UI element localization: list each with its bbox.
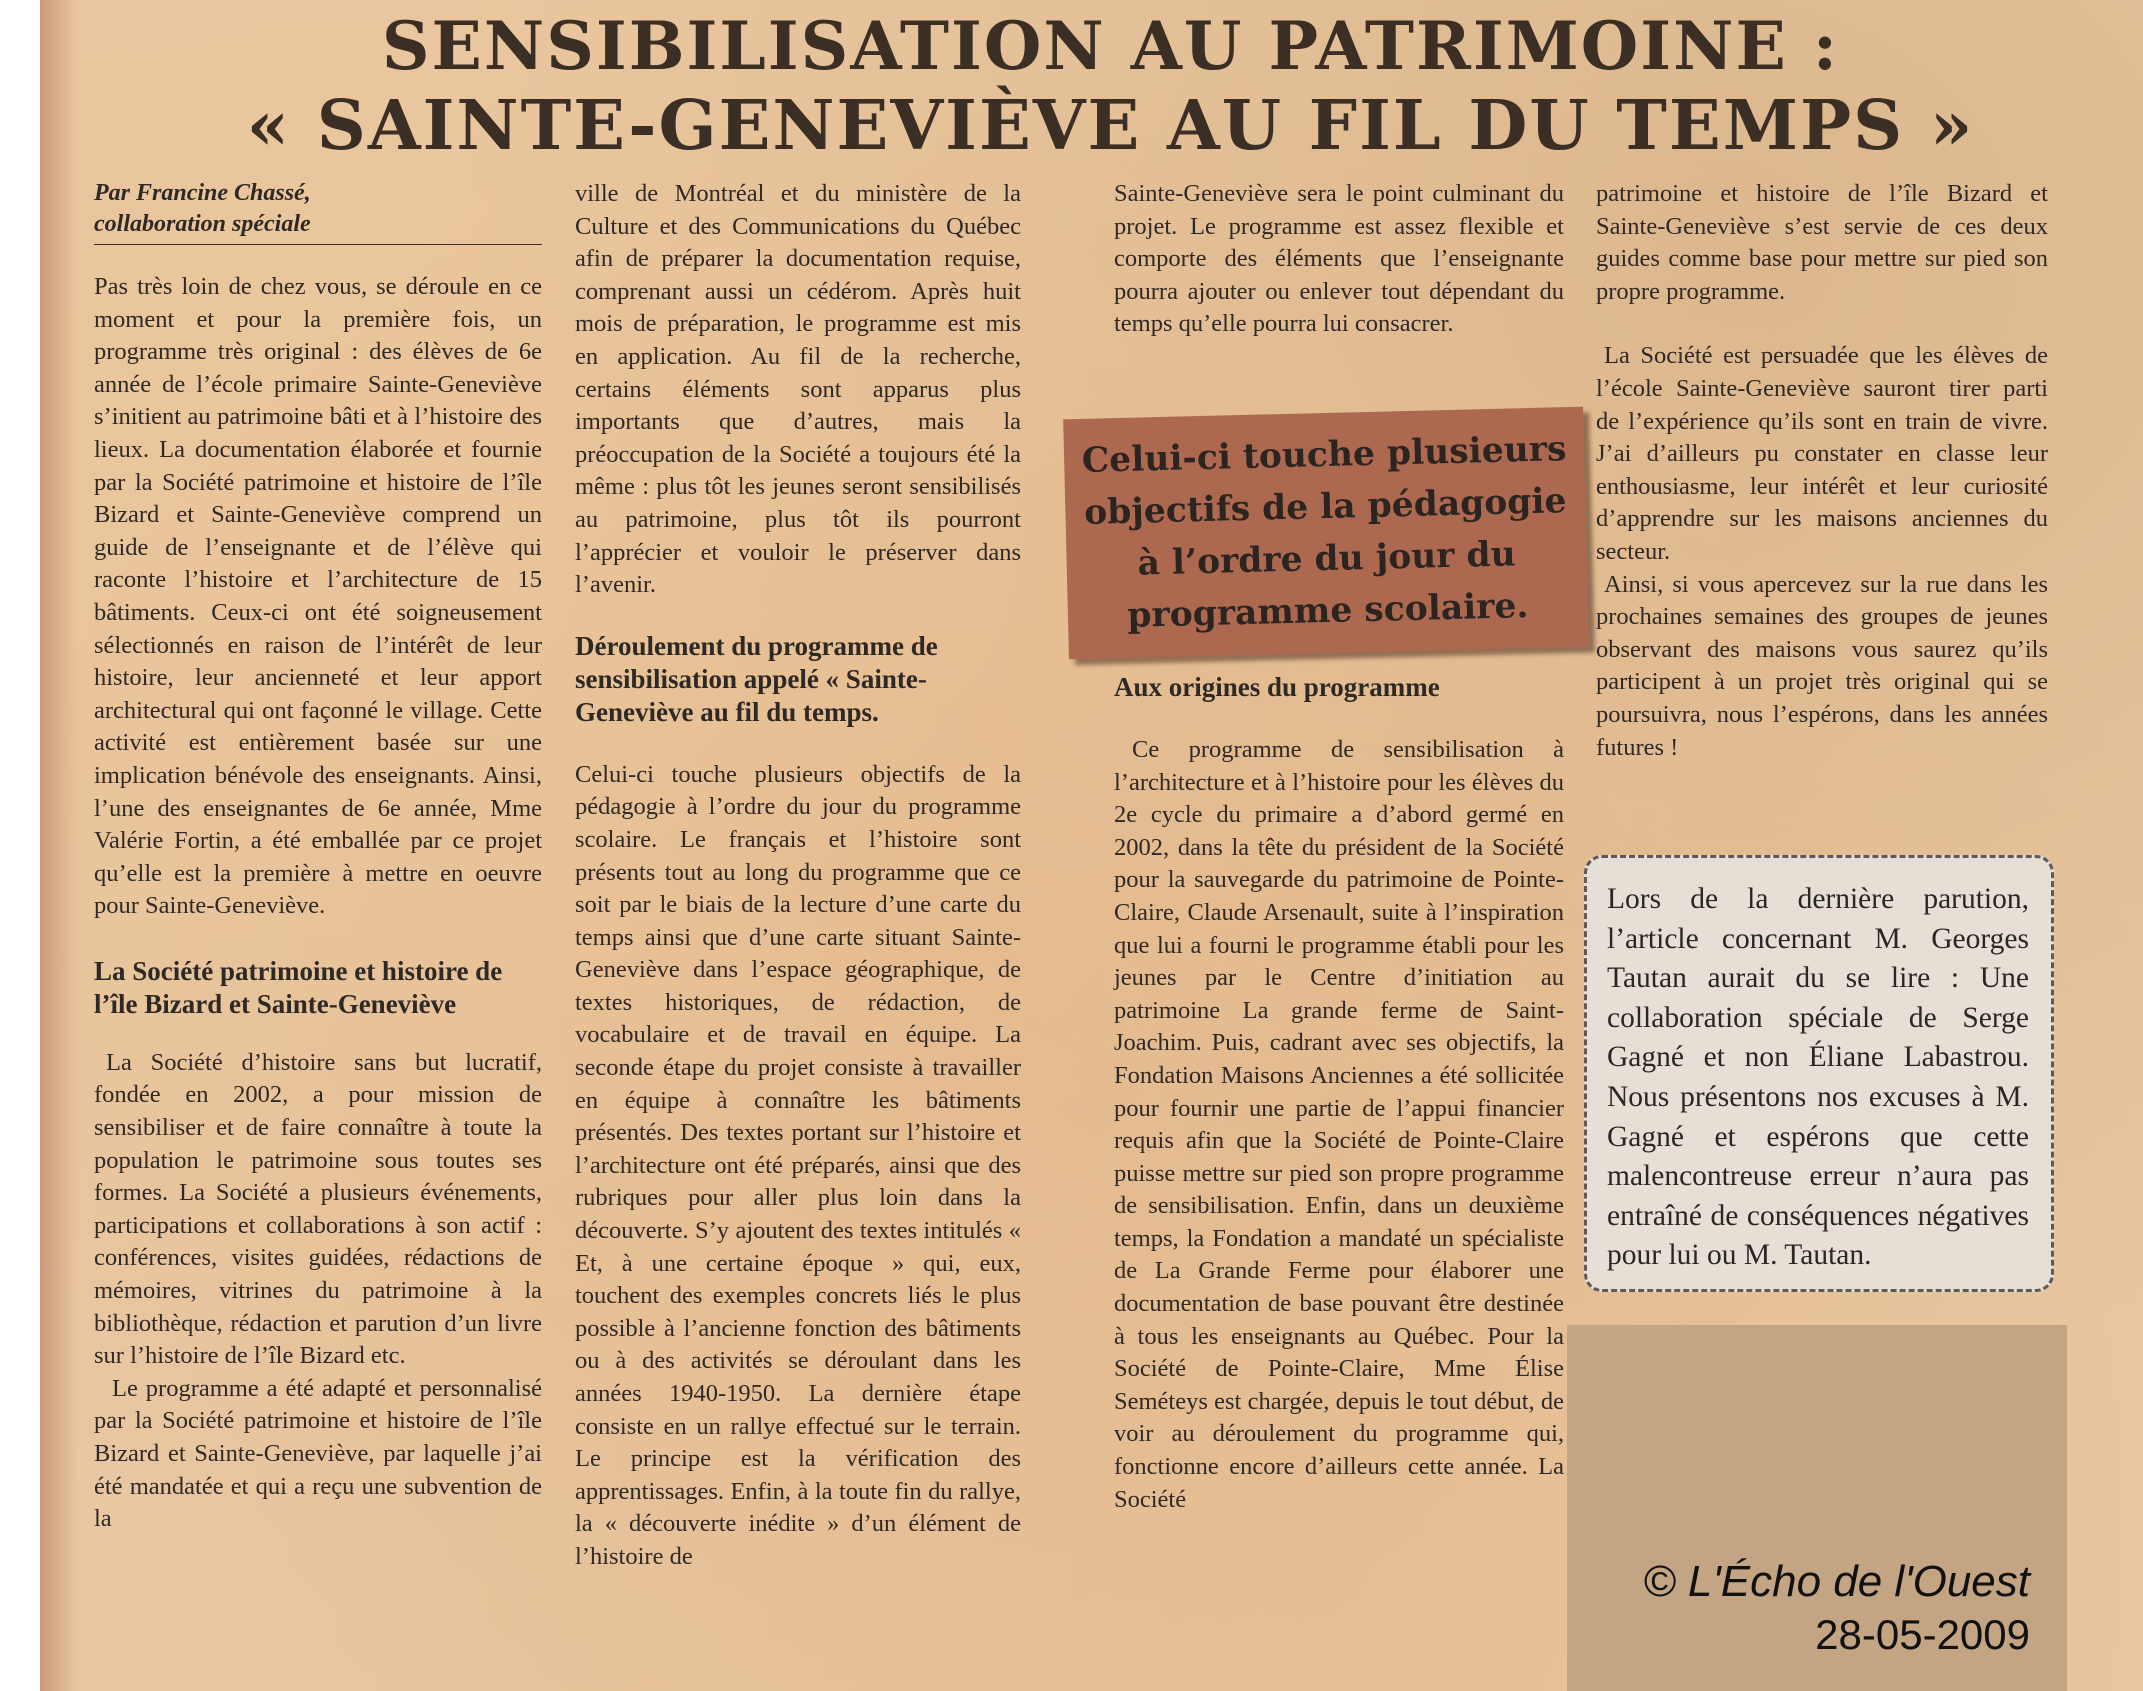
article-column-1 bbox=[94, 178, 542, 1536]
byline-role: collaboration spéciale bbox=[94, 211, 311, 237]
article-column-3 bbox=[1114, 178, 1564, 1516]
correction-text: Lors de la dernière parution, l’article concernant M. Georges Tautan aurait du se lire : Une collaboration spéciale de Serge Gagné et non Éliane Labastrou. Nous présentons nos excuses à M. Gagné et espérons que cette malencontreuse erreur n’aura pas entraîné de conséquences négatives pour lui ou M. Tautan. bbox=[1607, 883, 2029, 1272]
paragraph-persuadee: La Société est persuadée que les élèves de l’école Sainte-Geneviève sauront tirer parti de l’expérience qu’ils sont en train de vivre. J’ai d’ailleurs pu constater en classe leur enthousiasme, leur intérêt et leur curiosité d’apprendre sur les maisons anciennes du secteur. bbox=[1596, 342, 2048, 565]
intro-paragraph: Pas très loin de chez vous, se déroule en ce moment et pour la première fois, un programme très original : des élèves de 6e année de l’école primaire Sainte-Geneviève s’initient au patrimoine bâti et à l’histoire des lieux. La documentation élaborée et fournie par la Société patrimoine et histoire de l’île Bizard et Sainte-Geneviève comprend un guide de l’enseignante et de l’élève qui raconte l’histoire et l’architecture de 15 bâtiments. Ceux-ci ont été soigneusement sélectionnés en raison de l’intérêt de leur histoire, leur ancienneté et leur apport architectural qui ont façonné le village. Cette activité est entièrement basée sur une implication bénévole des enseignants. Ainsi, l’une des enseignantes de 6e année, Mme Valérie Fortin, a été emballée par ce projet qu’elle est la première à mettre en oeuvre pour Sainte-Geneviève. bbox=[94, 273, 542, 920]
byline-author: Par Francine Chassé, bbox=[94, 180, 311, 206]
paragraph-societe: La Société d’histoire sans but lucratif, fondée en 2002, a pour mission de sensibiliser et de faire connaître à toute la population le patrimoine sous toutes ses formes. La Société a plusieurs événements, participations et collaborations à son actif : conférences, visites guidées, rédactions de mémoires, vitrines du patrimoine à la bibliothèque, rédaction et parution d’un livre sur l’histoire de l’île Bizard etc. bbox=[94, 1048, 542, 1370]
byline bbox=[94, 178, 542, 245]
paragraph-conclusion: Ainsi, si vous apercevez sur la rue dans les prochaines semaines des groupes de jeunes observant des maisons vous saurez qu’ils participent à un projet très original qui se poursuivra, nous l’espérons, dans les années futures ! bbox=[1596, 570, 2048, 761]
headline-line-1: SENSIBILISATION AU PATRIMOINE : bbox=[381, 7, 1840, 85]
article-column-4 bbox=[1596, 178, 2048, 764]
subhead-origines: Aux origines du programme bbox=[1114, 671, 1440, 702]
paragraph-guides: patrimoine et histoire de l’île Bizard et Sainte-Geneviève s’est servie de ces deux guides comme base pour mettre sur pied son propre programme. bbox=[1596, 180, 2048, 305]
page-edge-shadow bbox=[40, 0, 78, 1691]
paragraph-preparation: ville de Montréal et du ministère de la Culture et des Communications du Québec afin de préparer la documentation requise, comprenant aussi un cédérom. Après huit mois de préparation, le programme est mis en application. Au fil de la recherche, certains éléments sont apparus plus importants que d’autres, mais la préoccupation de la Société a toujours été la même : plus tôt les jeunes seront sensibilisés au patrimoine, plus tôt ils pourront l’apprécier et vouloir le préserver dans l’avenir. bbox=[575, 180, 1021, 599]
correction-notice bbox=[1584, 855, 2054, 1292]
pull-quote-box bbox=[1063, 407, 1589, 660]
paragraph-deroulement: Celui-ci touche plusieurs objectifs de la pédagogie à l’ordre du jour du programme scolaire. Le français et l’histoire sont présents tout au long du programme que ce soit par le biais de la lecture d’une carte du temps ainsi que d’une carte situant Sainte-Geneviève dans l’espace géographique, de textes historiques, de rédaction, de vocabulaire et de travail en équipe. La seconde étape du projet consiste à travailler en équipe à connaître les bâtiments présentés. Des textes portant sur l’histoire et l’architecture ont été préparés, ainsi que des rubriques pour aller plus loin dans la découverte. S’y ajoutent des textes intitulés « Et, à une certaine époque » qui, eux, touchent des exemples concrets liés le plus possible à l’ancienne fonction des bâtiments ou à des activités se déroulant dans les années 1940-1950. La dernière étape consiste en un rallye effectué sur le terrain. Le principe est la vérification des apprentissages. Enfin, à la toute fin du rallye, la « découverte inédite » d’un élément de l’histoire de bbox=[575, 760, 1021, 1570]
pull-quote-text: Celui-ci touche plusieurs objectifs de la pédagogie à l’ordre du jour du programme scolaire. bbox=[1081, 429, 1567, 636]
publication-credit bbox=[1600, 1555, 2030, 1661]
headline-line-2: « SAINTE-GENEVIÈVE AU FIL DU TEMPS » bbox=[246, 86, 1975, 166]
publication-date: 28-05-2009 bbox=[1815, 1611, 2030, 1658]
subhead-societe: La Société patrimoine et histoire de l’île Bizard et Sainte-Geneviève bbox=[94, 955, 503, 1019]
subhead-deroulement: Déroulement du programme de sensibilisation appelé « Sainte-Geneviève au fil du temps. bbox=[575, 630, 938, 727]
publication-name: © L'Écho de l'Ouest bbox=[1643, 1557, 2030, 1606]
paragraph-point-culminant: Sainte-Geneviève sera le point culminant du projet. Le programme est assez flexible et comporte des éléments que l’enseignante pourra ajouter ou enlever tout dépendant du temps qu’elle pourra lui consacrer. bbox=[1114, 180, 1564, 338]
paragraph-origines: Ce programme de sensibilisation à l’architecture et à l’histoire pour les élèves du 2e cycle du primaire a d’abord germé en 2002, dans la tête du président de la Société pour la sauvegarde du patrimoine de Pointe-Claire, Claude Arsenault, suite à l’inspiration que lui a fourni le programme établi pour les jeunes par le Centre d’initiation au patrimoine La grande ferme de Saint-Joachim. Puis, cadrant avec ses objectifs, la Fondation Maisons Anciennes a été sollicitée pour fournir une partie de l’appui financier requis afin que la Société de Pointe-Claire puisse mettre sur pied son propre programme de sensibilisation. Enfin, dans un deuxième temps, la Fondation a mandaté un spécialiste de La Grande Ferme pour élaborer une documentation de base pouvant être destinée à tous les enseignants au Québec. Pour la Société de Pointe-Claire, Mme Élise Seméteys est chargée, depuis le tout début, de voir au déroulement du programme qui, fonctionne encore d’ailleurs cette année. La Société bbox=[1114, 735, 1564, 1513]
article-column-2 bbox=[575, 178, 1021, 1574]
paragraph-programme-adapte: Le programme a été adapté et personnalisé par la Société patrimoine et histoire de l’île Bizard et Sainte-Geneviève, par laquelle j’ai été mandatée et qui a reçu une subvention de la bbox=[94, 1374, 542, 1533]
article-headline bbox=[78, 0, 2143, 170]
